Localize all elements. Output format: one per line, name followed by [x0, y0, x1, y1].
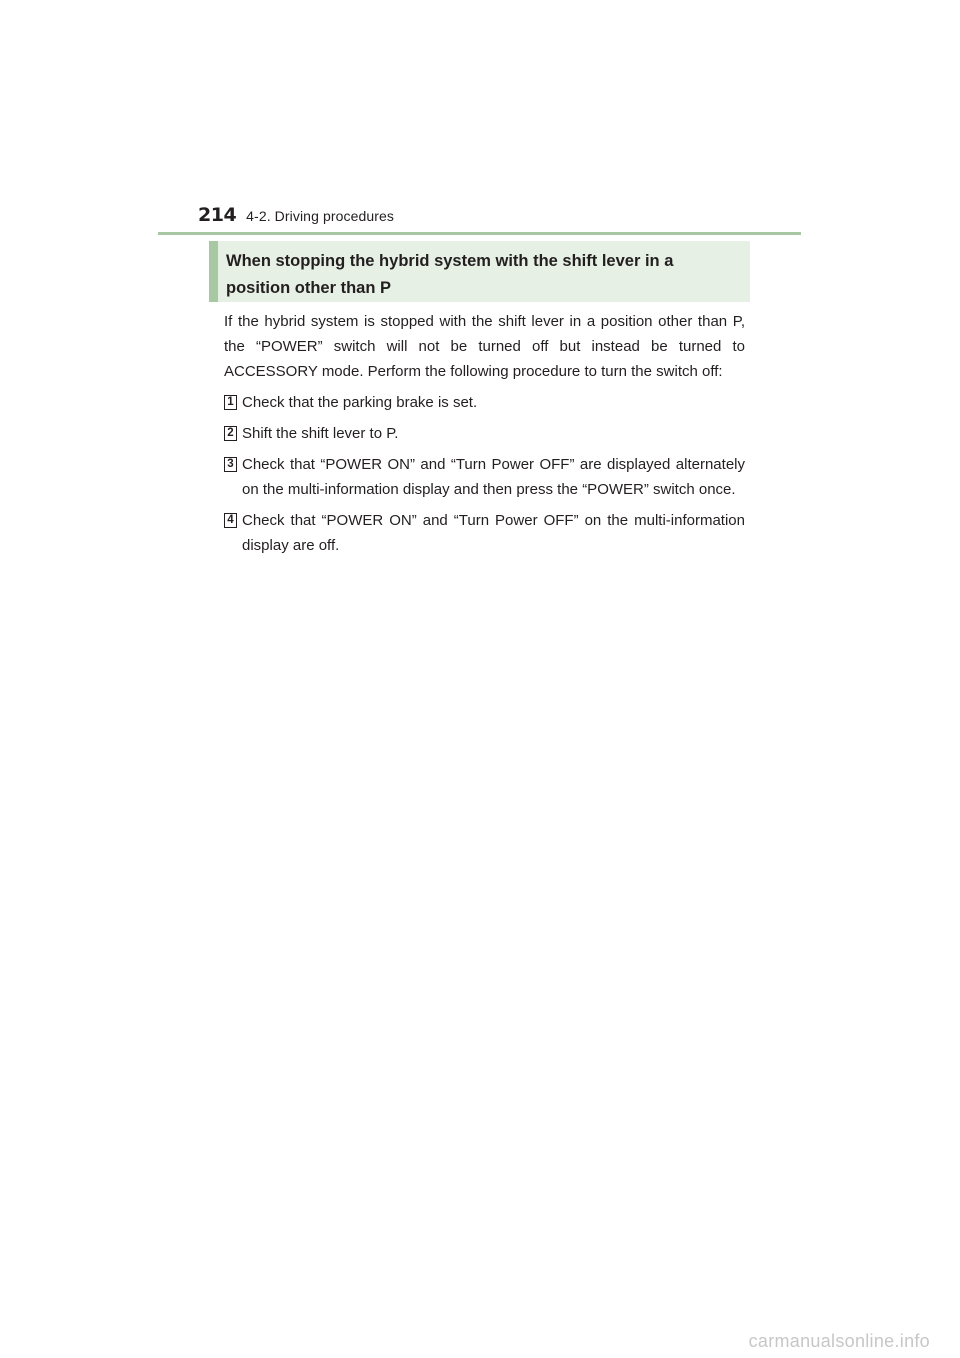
step-list: [224, 390, 745, 558]
step-item: [224, 452, 745, 502]
step-item: [224, 508, 745, 558]
page-number: 214: [198, 204, 237, 226]
step-number-badge: 4: [224, 513, 237, 528]
section-label: 4-2. Driving procedures: [246, 208, 394, 224]
step-number-badge: 1: [224, 395, 237, 410]
page-header: [198, 204, 394, 226]
intro-paragraph: If the hybrid system is stopped with the shift lever in a position other than P, the “POWER” switch will not be turned off but instead be turned to ACCESSORY mode. Perform the following procedure to turn the switch off:: [224, 313, 745, 380]
step-text: Check that the parking brake is set.: [242, 394, 478, 411]
step-text: Check that “POWER ON” and “Turn Power OFF” are displayed alternately on the multi-information display and then press the “POWER” switch once.: [242, 456, 745, 498]
section-title-box: [209, 241, 750, 302]
step-item: [224, 390, 745, 415]
content-body: [224, 309, 745, 564]
section-title: When stopping the hybrid system with the shift lever in a position other than P: [226, 252, 674, 297]
step-item: [224, 421, 745, 446]
step-number-badge: 3: [224, 457, 237, 472]
header-divider: [158, 232, 801, 235]
step-number-badge: 2: [224, 426, 237, 441]
step-text: Check that “POWER ON” and “Turn Power OFF” on the multi-information display are off.: [242, 512, 745, 554]
step-text: Shift the shift lever to P.: [242, 425, 399, 442]
watermark-text: carmanualsonline.info: [748, 1331, 930, 1351]
